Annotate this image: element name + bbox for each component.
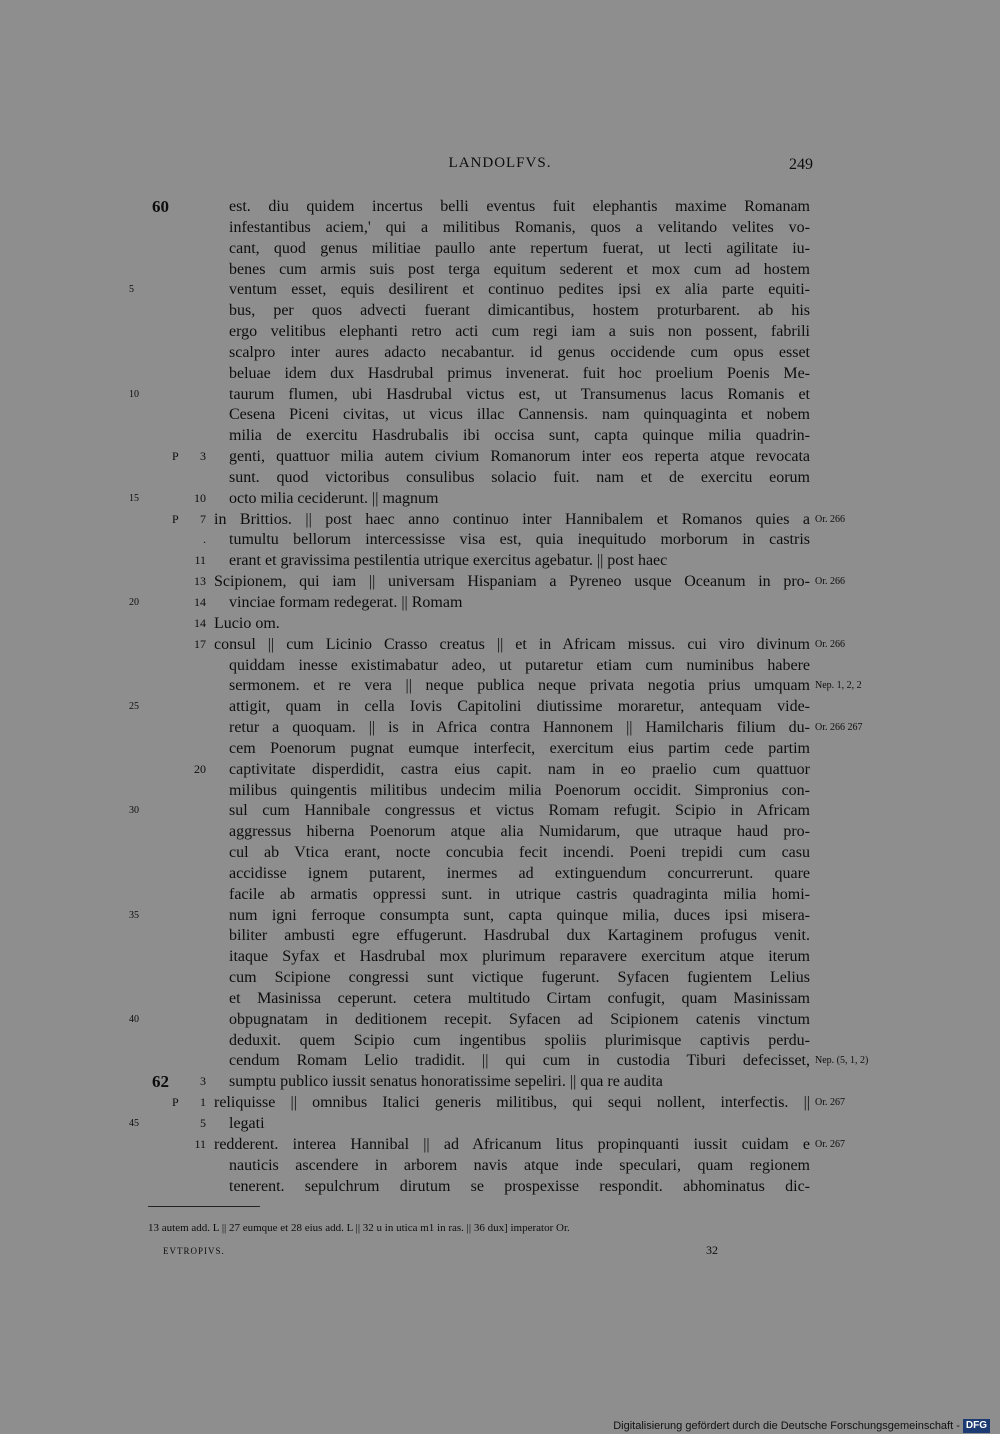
funding-banner [613, 1418, 990, 1434]
source-reference: Or. 266 [815, 513, 845, 525]
line-text: num igni ferroque consumpta sunt, capta quinque milia, duces ipsi misera- [229, 906, 810, 924]
source-line-number: 7 [200, 511, 206, 526]
line-text: cum Scipione congressi sunt victique fugerunt. Syfacen fugientem Lelius [229, 969, 810, 987]
line-text: sul cum Hannibale congressus et victus Romam refugit. Scipio in Africam [229, 802, 810, 820]
running-head-title: LANDOLFVS. [448, 155, 552, 171]
text-line [0, 571, 1000, 592]
text-line [0, 905, 1000, 926]
line-text: ventum esset, equis desilirent et continuo pedites ipsi ex alia parte equiti- [229, 281, 810, 299]
text-line [0, 342, 1000, 363]
source-line-number: 13 [194, 574, 206, 589]
line-text: tenerent. sepulchrum dirutum se prospexisse respondit. abhominatus dic- [229, 1177, 810, 1195]
line-number: 45 [129, 1118, 139, 1129]
line-text: obpugnatam in deditionem recepit. Syfacen ad Scipionem catenis vinctum [229, 1010, 810, 1028]
line-text: milibus quingentis militibus undecim milia Poenorum occidit. Simpronius con- [229, 781, 810, 799]
text-line [0, 988, 1000, 1009]
source-line-number: 1 [200, 1095, 206, 1110]
page-number: 249 [789, 156, 813, 173]
line-text: benes cum armis suis post terga equitum sederent et mox cum ad hostem [229, 260, 810, 278]
text-line [0, 592, 1000, 613]
line-text: itaque Syfax et Hasdrubal mox plurimum reparavere exercitum atque iterum [229, 948, 810, 966]
source-siglum: P [172, 1095, 179, 1110]
text-line [0, 467, 1000, 488]
line-number: 40 [129, 1013, 139, 1025]
text-line [0, 1092, 1000, 1113]
source-siglum: P [172, 511, 179, 526]
line-text: reliquisse || omnibus Italici generis militibus, qui sequi nollent, interfectis. || [214, 1094, 810, 1112]
text-line [0, 780, 1000, 801]
line-text: scalpro inter aures adacto necabantur. id genus occidende cum opus esset [229, 343, 810, 361]
text-line [0, 1071, 1000, 1092]
banner-text: Digitalisierung gefördert durch die Deutsche Forschungsgemeinschaft - [613, 1420, 960, 1432]
line-text: retur a quoquam. || is in Africa contra Hannonem || Hamilcharis filium du- [229, 719, 810, 736]
text-line [0, 800, 1000, 821]
line-text: vinciae formam redegerat. || Romam [229, 594, 463, 611]
source-reference: Or. 266 [815, 576, 845, 588]
source-line-number: 11 [194, 553, 206, 568]
text-line [0, 655, 1000, 676]
line-text: biliter ambusti egre effugerunt. Hasdrubal dux Kartaginem profugus venit. [229, 927, 810, 945]
line-text: consul || cum Licinio Crasso creatus || et in Africam missus. cui viro divinum [214, 635, 810, 653]
text-line [0, 196, 1000, 217]
source-line-number: 3 [200, 449, 206, 464]
line-text: tumultu bellorum intercessisse visa est, quia inequitudo morborum in castris [229, 531, 810, 549]
text-line [0, 425, 1000, 446]
footnotes: 13 autem add. L || 27 eumque et 28 eius add. L || 32 u in utica m1 in ras. || 36 dux] imperator Or. [148, 1222, 570, 1234]
source-reference: Or. 267 [815, 1097, 845, 1109]
text-line [0, 738, 1000, 759]
source-reference: Or. 266 267 [815, 722, 863, 733]
text-line [0, 696, 1000, 717]
source-line-number: 10 [194, 490, 206, 505]
line-text: accidisse ignem putarent, inermes ad extinguendum concurrerunt. quare [229, 864, 810, 882]
text-line [0, 1176, 1000, 1197]
source-line-number: 3 [200, 1074, 206, 1089]
line-text: sumptu publico iussit senatus honoratissime sepeliri. || qua re audita [229, 1073, 663, 1091]
line-number: 30 [129, 805, 139, 817]
source-reference: Or. 267 [815, 1138, 845, 1150]
text-line [0, 509, 1000, 530]
line-text: captivitate disperdidit, castra eius capit. nam in eo praelio cum quattuor [229, 760, 810, 778]
line-text: sermonem. et re vera || neque publica neque privata negotia prius umquam [229, 677, 810, 695]
text-line [0, 1155, 1000, 1176]
source-reference: Or. 266 [815, 638, 845, 650]
line-text: octo milia ceciderunt. || magnum [229, 489, 439, 507]
text-line [0, 717, 1000, 738]
line-text: cul ab Vtica erant, nocte concubia fecit incendi. Poeni trepidi cum casu [229, 844, 810, 861]
signature-label: EVTROPIVS. [163, 1246, 225, 1256]
line-number: 15 [129, 492, 139, 504]
source-siglum: P [172, 449, 179, 464]
text-line [0, 1050, 1000, 1071]
text-line [0, 967, 1000, 988]
source-line-number: 14 [194, 595, 206, 609]
text-line [0, 634, 1000, 655]
text-line [0, 1030, 1000, 1051]
line-text: ergo velitibus elephanti retro acti cum regi iam a suis non possent, fabrili [229, 323, 810, 340]
line-text: beluae idem dux Hasdrubal primus invenerat. fuit hoc proelium Poenis Me- [229, 364, 810, 382]
text-line [0, 759, 1000, 780]
text-line [0, 842, 1000, 863]
line-text: sunt. quod victoribus consulibus solacio fuit. nam et de exercitu eorum [229, 468, 810, 486]
line-text: Lucio om. [214, 614, 280, 632]
line-text: facile ab armatis oppressi sunt. in utrique castris quadraginta milia homi- [229, 885, 810, 903]
text-line [0, 925, 1000, 946]
text-line [0, 217, 1000, 238]
line-text: deduxit. quem Scipio cum ingentibus spoliis plurimisque captivis perdu- [229, 1031, 810, 1049]
line-text: quiddam inesse existimabatur adeo, ut putaretur etiam cum numinibus habere [229, 656, 810, 674]
text-line [0, 384, 1000, 405]
line-text: bus, per quos advecti fuerant dimicantibus, hostem proturbarent. ab his [229, 302, 810, 320]
source-line-number: 20 [194, 761, 206, 776]
text-line [0, 821, 1000, 842]
text-line [0, 238, 1000, 259]
line-number: 10 [129, 388, 139, 400]
chapter-number: 60 [152, 197, 169, 216]
line-text: Cesena Piceni civitas, ut vicus illac Cannensis. nam quinquaginta et nobem [229, 406, 810, 424]
line-text: et Masinissa ceperunt. cetera multitudo Cirtam confugit, quam Masinissam [229, 989, 810, 1007]
text-line [0, 550, 1000, 571]
line-number: 20 [129, 597, 139, 608]
source-line-number: 11 [194, 1136, 206, 1151]
line-text: redderent. interea Hannibal || ad Africanum litus propinquanti iussit cuidam e [214, 1135, 810, 1153]
text-line [0, 863, 1000, 884]
text-line [0, 946, 1000, 967]
line-text: Scipionem, qui iam || universam Hispaniam a Pyreneo usque Oceanum in pro- [214, 573, 810, 591]
line-text: erant et gravissima pestilentia utrique exercitus agebatur. || post haec [229, 552, 668, 570]
text-line [0, 1134, 1000, 1155]
text-line [0, 488, 1000, 509]
source-line-number: 5 [200, 1116, 206, 1130]
line-text: infestantibus aciem,' qui a militibus Romanis, quos a velitando velites vo- [229, 218, 810, 236]
source-line-number: . [203, 532, 206, 547]
line-text: cendum Romam Lelio tradidit. || qui cum in custodia Tiburi defecisset, [229, 1052, 810, 1070]
text-line [0, 279, 1000, 300]
line-text: attigit, quam in cella Iovis Capitolini diutissime moraretur, antequam vide- [229, 698, 810, 716]
source-line-number: 14 [194, 615, 206, 630]
footnote-rule [148, 1206, 260, 1207]
source-reference: Nep. (5, 1, 2) [815, 1055, 869, 1067]
line-text: nauticis ascendere in arborem navis atque inde speculari, quam regionem [229, 1156, 810, 1174]
text-line [0, 884, 1000, 905]
signature-number: 32 [706, 1243, 718, 1257]
line-text: cant, quod genus militiae paullo ante repertum fuerat, ut lecti agilitate iu- [229, 239, 810, 257]
text-line [0, 675, 1000, 696]
source-line-number: 17 [194, 636, 206, 651]
text-line [0, 259, 1000, 280]
line-text: milia de exercitu Hasdrubalis ibi occisa sunt, capta quinque milia quadrin- [229, 427, 810, 445]
line-text: cem Poenorum pugnat eumque interfecit, exercitum eius partim cede partim [229, 739, 810, 757]
text-line [0, 300, 1000, 321]
text-line [0, 404, 1000, 425]
text-line [0, 446, 1000, 467]
line-text: est. diu quidem incertus belli eventus fuit elephantis maxime Romanam [229, 198, 810, 215]
line-text: genti, quattuor milia autem civium Romanorum inter eos reperta atque revocata [229, 448, 810, 466]
chapter-number: 62 [152, 1072, 169, 1092]
line-number: 35 [129, 909, 139, 921]
line-text: in Brittios. || post haec anno continuo inter Hannibalem et Romanos quies a [214, 510, 810, 528]
line-text: legati [229, 1115, 265, 1132]
dfg-logo-icon: DFG [963, 1419, 990, 1433]
text-line [0, 363, 1000, 384]
line-number: 5 [129, 284, 134, 296]
text-line [0, 321, 1000, 342]
source-reference: Nep. 1, 2, 2 [815, 680, 862, 692]
text-line [0, 613, 1000, 634]
text-line [0, 1009, 1000, 1030]
text-line [0, 1113, 1000, 1134]
text-line [0, 529, 1000, 550]
line-text: taurum flumen, ubi Hasdrubal victus est, ut Transumenus lacus Romanis et [229, 385, 810, 403]
line-text: aggressus hiberna Poenorum atque alia Numidarum, que utraque haud pro- [229, 823, 810, 841]
line-number: 25 [129, 701, 139, 713]
